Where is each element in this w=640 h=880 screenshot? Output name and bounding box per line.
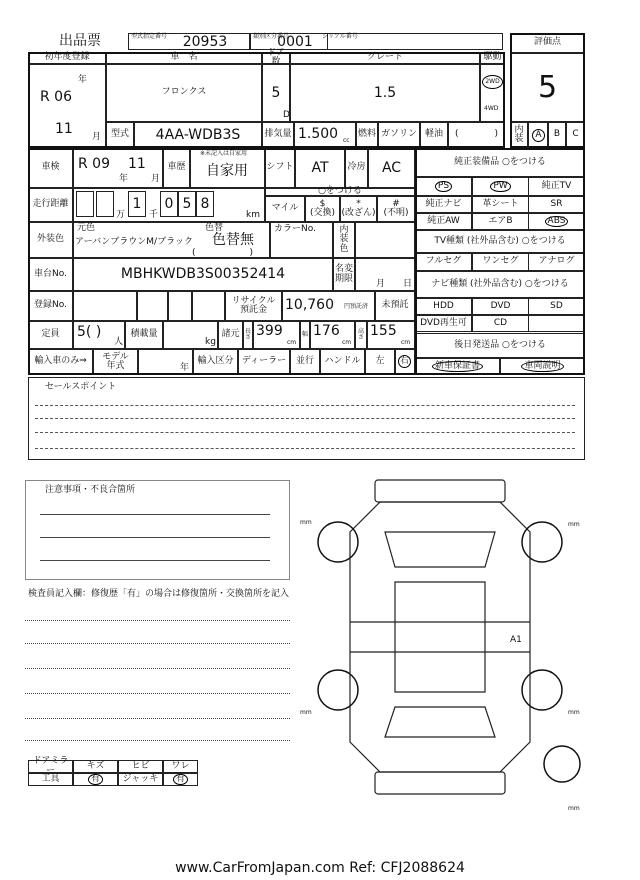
km-unit: km	[246, 210, 260, 220]
first-reg-year: R 06	[40, 89, 72, 105]
drive-label: 駆動	[480, 52, 505, 64]
drive-4wd: 4WD	[484, 105, 499, 112]
width-value: 176	[313, 323, 340, 339]
doors-value: 5	[262, 64, 290, 122]
registration-label: 登録No.	[28, 291, 73, 321]
equipment-item[interactable]: 革シート	[472, 196, 529, 213]
mm-label: mm	[568, 805, 580, 812]
handle-label: ハンドル	[320, 349, 365, 375]
history-value: 自家用	[206, 163, 248, 179]
load-unit: kg	[205, 337, 216, 347]
category-value: 0001	[277, 33, 313, 50]
drive-2wd: 2WD	[482, 75, 503, 89]
designation-label: 型式指定番号	[131, 33, 168, 40]
im-unit: 月	[151, 174, 161, 184]
category-label: 類別区分番号	[253, 33, 290, 40]
later-warranty-book	[415, 358, 500, 375]
model-label: 型式	[106, 122, 134, 148]
vin-value: MBHKWDB3S00352414	[73, 258, 333, 291]
interior-a: A	[532, 129, 545, 142]
import-label: 輸入車のみ⇒	[28, 349, 93, 375]
equipment-item[interactable]: 純正AW	[415, 213, 472, 230]
tv-title: TV種類 (社外品含む) ○をつける	[415, 230, 585, 253]
tv-option[interactable]: フルセグ	[415, 253, 472, 271]
body-outline	[350, 502, 530, 772]
damage-header: ドアミラー	[28, 760, 73, 773]
color-no-label: カラーNo.	[274, 224, 316, 234]
serial-label: シリアル番号	[322, 33, 358, 40]
width-label: 幅	[300, 321, 310, 349]
equipment-item[interactable]	[415, 177, 472, 196]
equipment-item[interactable]: 純正ナビ	[415, 196, 472, 213]
damage-cell	[73, 773, 118, 786]
fuel-diesel: 軽油	[420, 122, 448, 148]
tv-option[interactable]: アナログ	[528, 253, 585, 271]
grade-label: グレード	[290, 52, 480, 64]
displacement-label: 排気量	[262, 122, 294, 148]
exterior-color-label: 外装色	[28, 222, 73, 258]
nav-option[interactable]: HDD	[415, 298, 472, 315]
name-change-label: 名変 期限	[333, 258, 355, 291]
first-reg-month: 11	[55, 121, 73, 137]
parallel-option[interactable]: 並行	[290, 349, 320, 375]
sales-line	[35, 405, 575, 406]
reg-cell-1	[73, 291, 137, 321]
orig-color-value: アーバンブラウンM/ブラック	[75, 237, 193, 247]
odo-digit-2: 0	[160, 191, 178, 217]
damage-header: ヒビ	[118, 760, 163, 773]
wheel-front-left	[318, 522, 358, 562]
model-year-label: モデル 年式	[93, 349, 138, 375]
notes-line	[40, 537, 270, 538]
score-label: 評価点	[510, 33, 585, 53]
length-value: 399	[256, 323, 283, 339]
inspector-line	[25, 693, 290, 694]
odo-digit-4: 8	[196, 191, 214, 217]
interior-b: B	[548, 122, 566, 148]
reg-cell-3	[168, 291, 192, 321]
shift-label: シフト	[265, 148, 295, 188]
sheet-title: 出品票	[59, 32, 101, 49]
later-title: 後日発送品 ○をつける	[415, 333, 585, 358]
sales-point-label: セールスポイント	[45, 382, 117, 392]
later-manual	[500, 358, 585, 375]
inspector-line	[25, 740, 290, 741]
equipment-title: 純正装備品 ○をつける	[415, 148, 585, 177]
wheel-front-right	[522, 522, 562, 562]
interior-label: 内装	[510, 122, 528, 148]
equipment-item[interactable]	[528, 213, 585, 230]
mm-label: mm	[300, 519, 312, 526]
first-reg-label: 初年度登録	[28, 52, 106, 64]
damage-cell: ジャッキ	[118, 773, 163, 786]
height-unit: cm	[401, 339, 411, 346]
fuel-label: 燃料	[356, 122, 378, 148]
footer-ref: www.CarFromJapan.com Ref: CFJ2088624	[175, 859, 465, 876]
orig-color-label: 元色	[77, 223, 96, 233]
model-year-unit: 年	[180, 363, 190, 373]
height-label: 高 さ	[355, 321, 367, 349]
odo-digit-1: 1	[128, 191, 146, 217]
height-value: 155	[370, 323, 397, 339]
capacity-label: 定員	[28, 321, 73, 349]
fuel-gasoline: ガソリン	[378, 122, 420, 148]
notes-box	[25, 480, 290, 580]
mark-note: ○をつける	[265, 188, 415, 196]
nav-option[interactable]	[528, 315, 585, 332]
width-unit: cm	[342, 339, 352, 346]
inspector-line	[25, 668, 290, 669]
unknown-option[interactable]: # (不明)	[377, 196, 415, 222]
length-label: 長 さ	[243, 321, 253, 349]
inspection-year: R 09	[78, 156, 110, 172]
mm-label: mm	[568, 709, 580, 716]
ac-label: 冷房	[345, 148, 368, 188]
notes-line	[40, 560, 270, 561]
chassis-label: 車台No.	[28, 258, 73, 291]
year-unit: 年	[78, 75, 88, 85]
car-diagram	[290, 472, 590, 807]
front-bumper-outline	[375, 480, 505, 502]
roof-outline	[385, 532, 495, 737]
month-unit: 月	[92, 132, 102, 142]
history-note: ※未記入は自家用	[200, 150, 248, 157]
dims-label: 諸元	[218, 321, 243, 349]
color-change-value: 色替無	[212, 232, 254, 248]
damage-header: ワレ	[163, 760, 198, 773]
mm-label: mm	[568, 521, 580, 528]
circled-mark: 新車保証書	[432, 361, 483, 372]
model-value: 4AA-WDB3S	[134, 122, 262, 148]
circled-mark: 有	[173, 774, 188, 785]
mm-label: mm	[300, 709, 312, 716]
wheel-rear-left	[318, 670, 358, 710]
circled-mark: 車両説明	[521, 361, 563, 372]
dealer-option[interactable]: ディーラー	[238, 349, 290, 375]
ac-value: AC	[368, 148, 415, 188]
sales-line	[35, 448, 575, 449]
import-type-label: 輸入区分	[193, 349, 238, 375]
notes-label: 注意事項・不良合箇所	[45, 485, 136, 495]
mileage-label: 走行距離	[28, 188, 73, 222]
circled-mark: ABS	[545, 216, 569, 227]
sen-unit: 千	[149, 210, 159, 220]
interior-color-label: 内 装 色	[333, 222, 355, 258]
change-paren: ( )	[192, 248, 254, 258]
circled-mark: PS	[435, 181, 452, 192]
score-value: 5	[510, 53, 585, 122]
drive-cell	[480, 64, 505, 122]
spare-wheel	[544, 746, 580, 782]
circled-mark: 有	[88, 774, 103, 785]
inspector-line	[25, 718, 290, 719]
inspector-label: 検査員記入欄：修復歴「有」の場合は修復箇所・交換箇所を記入	[28, 589, 290, 599]
circled-mark: PW	[490, 181, 510, 192]
inspection-label: 車検	[28, 148, 73, 188]
grade-value: 1.5	[290, 64, 480, 122]
inspector-line	[25, 620, 290, 621]
inspection-month: 11	[128, 156, 146, 172]
displacement-unit: cc	[343, 137, 350, 144]
tampered-option[interactable]: * (改ざん)	[340, 196, 377, 222]
nav-title: ナビ種類 (社外品含む) ○をつける	[415, 271, 585, 298]
capacity-unit: 人	[114, 337, 124, 347]
displacement-value: 1.500	[298, 126, 339, 142]
odo-box-2	[96, 191, 114, 217]
equipment-item[interactable]	[472, 177, 529, 196]
load-label: 積載量	[125, 321, 163, 349]
reg-cell-2	[137, 291, 168, 321]
recycle-unit: 円預託済	[344, 303, 369, 310]
nav-option[interactable]: SD	[528, 298, 585, 315]
interior-c: C	[566, 122, 585, 148]
iy-unit: 年	[119, 174, 129, 184]
reg-cell-4	[192, 291, 225, 321]
not-deposited: 未預託	[375, 291, 415, 321]
handle-right: 右	[398, 355, 411, 368]
damage-cell	[163, 773, 198, 786]
handle-left: 左	[365, 349, 395, 375]
recycle-value: 10,760	[285, 297, 334, 313]
equipment-item[interactable]: SR	[528, 196, 585, 213]
shift-value: AT	[295, 148, 345, 188]
car-name-value: フロンクス	[106, 64, 262, 122]
damage-header: キズ	[73, 760, 118, 773]
fuel-other: ( )	[448, 122, 505, 148]
recycle-label: リサイクル 預託金	[225, 291, 282, 321]
odo-box-1	[76, 191, 94, 217]
designation-value: 20953	[182, 33, 228, 50]
tv-option[interactable]: ワンセグ	[472, 253, 529, 271]
nav-option[interactable]: DVD再生可	[415, 315, 472, 332]
odo-digit-3: 5	[178, 191, 196, 217]
exchanged-option[interactable]: $ (交換)	[305, 196, 340, 222]
damage-mark-a1: A1	[510, 635, 522, 645]
sales-line	[35, 432, 575, 433]
sales-line	[35, 418, 575, 419]
nav-option[interactable]: CD	[472, 315, 529, 332]
equipment-item[interactable]: 純正TV	[528, 177, 585, 196]
length-unit: cm	[287, 339, 297, 346]
doors-label: ドア数	[262, 52, 290, 64]
history-label: 車歴	[163, 148, 190, 188]
interior-color-value	[355, 222, 415, 258]
equipment-item[interactable]: エアB	[472, 213, 529, 230]
wheel-rear-right	[522, 670, 562, 710]
damage-cell: 工具	[28, 773, 73, 786]
nc-day: 日	[403, 279, 413, 289]
doors-unit: D	[283, 110, 290, 120]
notes-line	[40, 514, 270, 515]
rear-bumper-outline	[375, 772, 505, 794]
man-unit: 万	[116, 210, 126, 220]
mile-option[interactable]: マイル	[265, 196, 305, 222]
car-name-label: 車 名	[106, 52, 262, 64]
nav-option[interactable]: DVD	[472, 298, 529, 315]
change-label: 色替	[205, 223, 224, 233]
nc-month: 月	[376, 279, 386, 289]
capacity-value: 5( )	[77, 324, 102, 340]
inspector-line	[25, 643, 290, 644]
